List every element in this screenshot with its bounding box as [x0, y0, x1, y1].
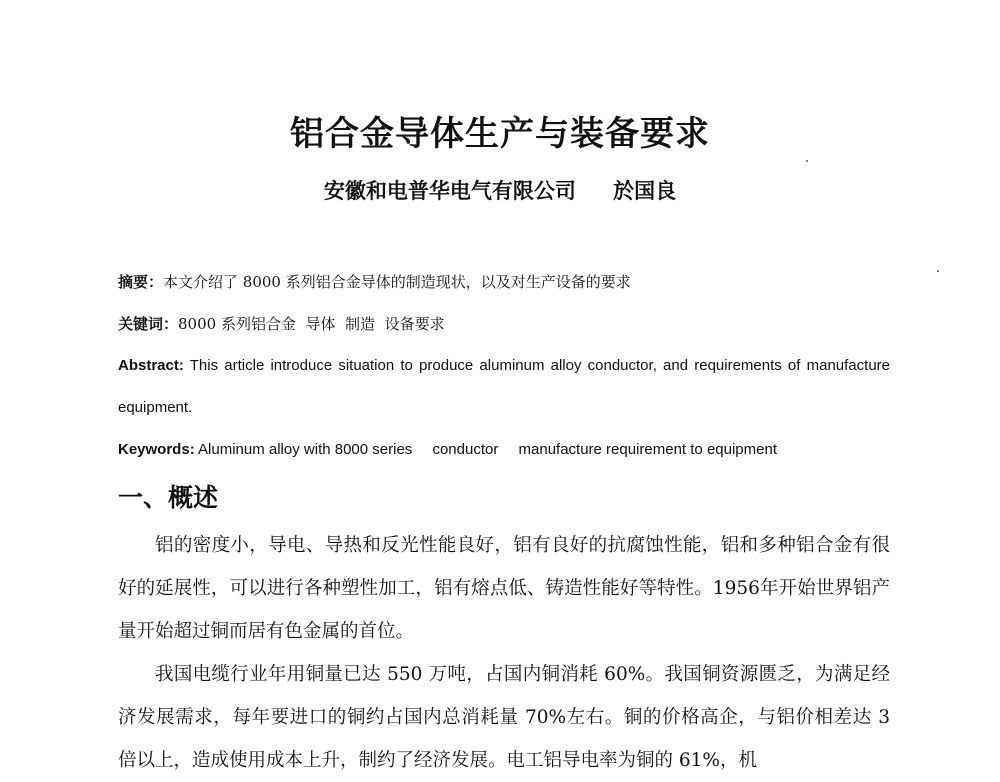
abstract-cn-label: 摘要：	[118, 273, 164, 291]
keyword-en-item: conductor	[432, 441, 499, 458]
keywords-cn-text: 8000 系列铝合金 导体 制造 设备要求	[178, 315, 445, 333]
abstract-cn-text: 本文介绍了 8000 系列铝合金导体的制造现状，以及对生产设备的要求	[163, 273, 631, 291]
abstract-cn	[118, 270, 631, 294]
abstract-en	[118, 345, 890, 429]
keyword-en-item: manufacture requirement to equipment	[518, 441, 777, 458]
document-title: 铝合金导体生产与装备要求	[290, 114, 710, 154]
body-paragraph: 铝的密度小，导电、导热和反光性能良好，铝有良好的抗腐蚀性能，铝和多种铝合金有很好的延展性，可以进行各种塑性加工，铝有熔点低、铸造性能好等特性。1956年开始世界铝产量开始超过铜而居有色金属的首位。	[118, 535, 890, 642]
keywords-cn	[118, 312, 445, 336]
keywords-en	[118, 438, 890, 462]
keyword-en-item: Aluminum alloy with 8000 series	[198, 441, 413, 458]
body-paragraph: 我国电缆行业年用铜量已达 550 万吨，占国内铜消耗 60%。我国铜资源匮乏，为满足经济发展需求，每年要进口的铜约占国内总消耗量 70%左右。铜的价格高企，与铝价相差达 3 倍以上，造成使用成本上升，制约了经济发展。电工铝导电率为铜的 61%，机	[118, 664, 890, 771]
keywords-en-label: Keywords:	[118, 441, 195, 458]
author-name: 於国良	[613, 178, 677, 203]
scan-speck	[937, 270, 939, 272]
section-heading: 一、概述	[118, 483, 219, 512]
organization: 安徽和电普华电气有限公司	[323, 178, 576, 203]
section-body	[118, 524, 890, 782]
abstract-en-label: Abstract:	[118, 357, 184, 374]
author-line	[0, 175, 1000, 207]
abstract-en-text: This article introduce situation to produce aluminum alloy conductor, and requirements of manufacture equipment.	[118, 357, 890, 416]
scan-speck	[806, 160, 808, 162]
keywords-cn-label: 关键词：	[118, 315, 179, 333]
